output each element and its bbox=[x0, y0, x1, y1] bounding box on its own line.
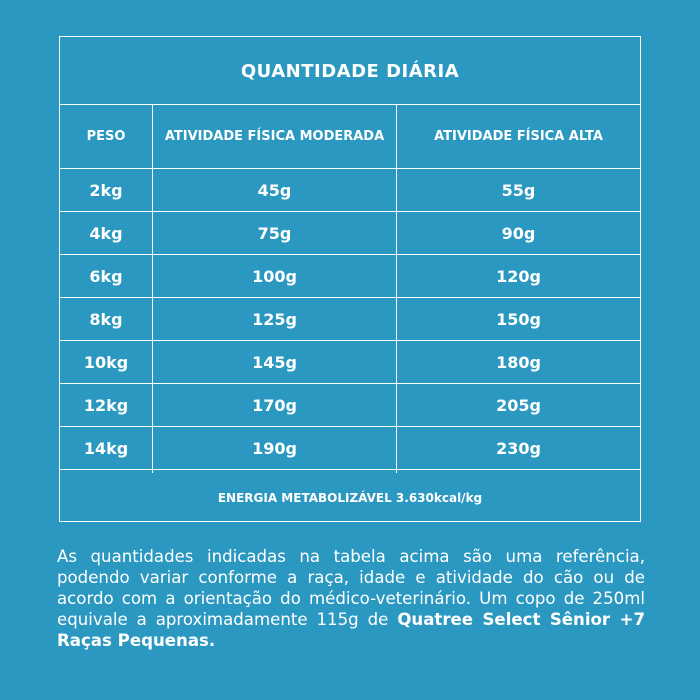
cell-high-amount: 55g bbox=[501, 181, 536, 200]
cell-weight: 6kg bbox=[89, 267, 123, 286]
header-moderate-activity: ATIVIDADE FÍSICA MODERADA bbox=[164, 129, 385, 144]
cell-moderate-amount: 190g bbox=[252, 439, 297, 458]
divider bbox=[60, 469, 640, 470]
header-high-activity: ATIVIDADE FÍSICA ALTA bbox=[434, 129, 603, 144]
product-name: Quatree Select Sênior +7 Raças Pequenas. bbox=[57, 610, 645, 650]
cell-weight: 10kg bbox=[83, 353, 129, 372]
cell-moderate-amount: 170g bbox=[252, 396, 297, 415]
cell-high-amount: 120g bbox=[496, 267, 541, 286]
cell-moderate-amount: 125g bbox=[252, 310, 297, 329]
cell-high-amount: 205g bbox=[496, 396, 541, 415]
cell-moderate-amount: 100g bbox=[252, 267, 297, 286]
cell-high-amount: 90g bbox=[501, 224, 536, 243]
cell-weight: 4kg bbox=[89, 224, 123, 243]
cell-moderate-amount: 75g bbox=[257, 224, 292, 243]
cell-moderate-amount: 45g bbox=[257, 181, 292, 200]
cell-weight: 8kg bbox=[89, 310, 123, 329]
table-title: QUANTIDADE DIÁRIA bbox=[240, 60, 460, 82]
cell-moderate-amount: 145g bbox=[252, 353, 297, 372]
note-text: As quantidades indicadas na tabela acima são uma referência, podendo variar conforme a raça, idade e atividade do cão ou de acordo com a orientação do médico-veterinário. Um copo de 250ml equivale a aproximadamente 115g de bbox=[57, 547, 645, 629]
feeding-note bbox=[57, 546, 645, 651]
cell-high-amount: 180g bbox=[496, 353, 541, 372]
header-weight: PESO bbox=[86, 129, 126, 144]
feeding-table bbox=[59, 36, 641, 522]
cell-high-amount: 150g bbox=[496, 310, 541, 329]
cell-weight: 12kg bbox=[83, 396, 129, 415]
cell-weight: 14kg bbox=[83, 439, 129, 458]
divider bbox=[152, 105, 153, 473]
cell-weight: 2kg bbox=[89, 181, 123, 200]
divider bbox=[396, 105, 397, 473]
cell-high-amount: 230g bbox=[496, 439, 541, 458]
metabolizable-energy: ENERGIA METABOLIZÁVEL 3.630kcal/kg bbox=[217, 490, 483, 505]
